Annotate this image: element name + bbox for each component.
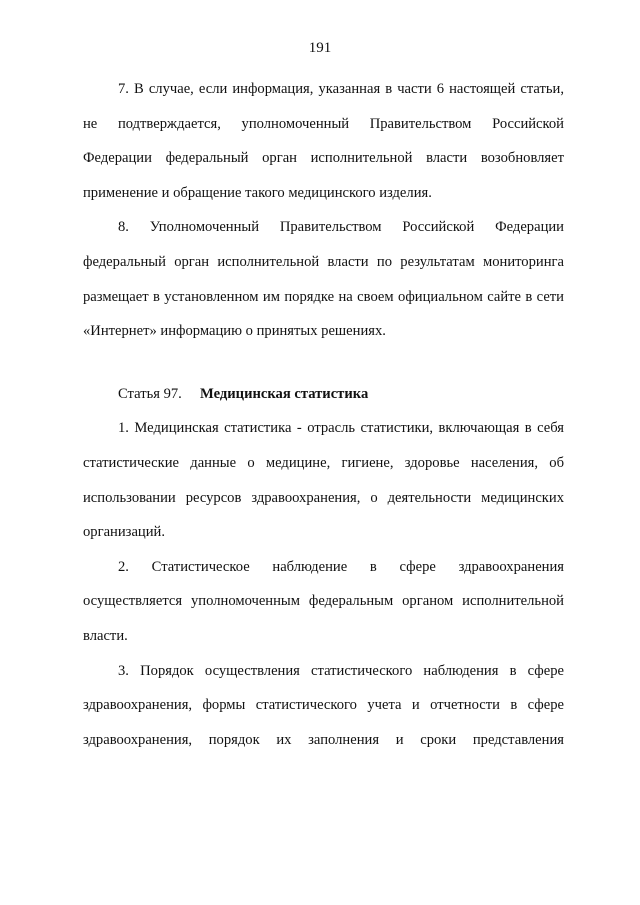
page-number: 191 <box>308 40 332 56</box>
paragraph-8: 8. Уполномоченный Правительством Российской Федерации федеральный орган исполнительной власти по результатам мониторинга размещает в установленном им порядке на своем официальном сайте в сети «Интернет» информацию о принятых решениях. <box>83 219 564 340</box>
article-paragraph-2: 2. Статистическое наблюдение в сфере здравоохранения осуществляется уполномоченным федеральным органом исполнительной власти. <box>83 558 564 644</box>
article-number: Статья 97. <box>118 385 182 402</box>
article-paragraph-1: 1. Медицинская статистика - отрасль статистики, включающая в себя статистические данные о медицине, гигиене, здоровье населения, об использовании ресурсов здравоохранения, о деятельности медицинских организаций. <box>83 420 564 541</box>
article-title: Медицинская статистика <box>200 385 369 402</box>
document-body <box>83 72 564 757</box>
paragraph-7: 7. В случае, если информация, указанная в части 6 настоящей статьи, не подтверждается, уполномоченный Правительством Российской Федерации федеральный орган исполнительной власти возобновляет применение и обращение такого медицинского изделия. <box>83 81 564 201</box>
article-paragraph-3: 3. Порядок осуществления статистического наблюдения в сфере здравоохранения, формы статистического учета и отчетности в сфере здравоохранения, порядок их заполнения и сроки представления <box>83 662 564 748</box>
article-heading <box>83 377 564 412</box>
